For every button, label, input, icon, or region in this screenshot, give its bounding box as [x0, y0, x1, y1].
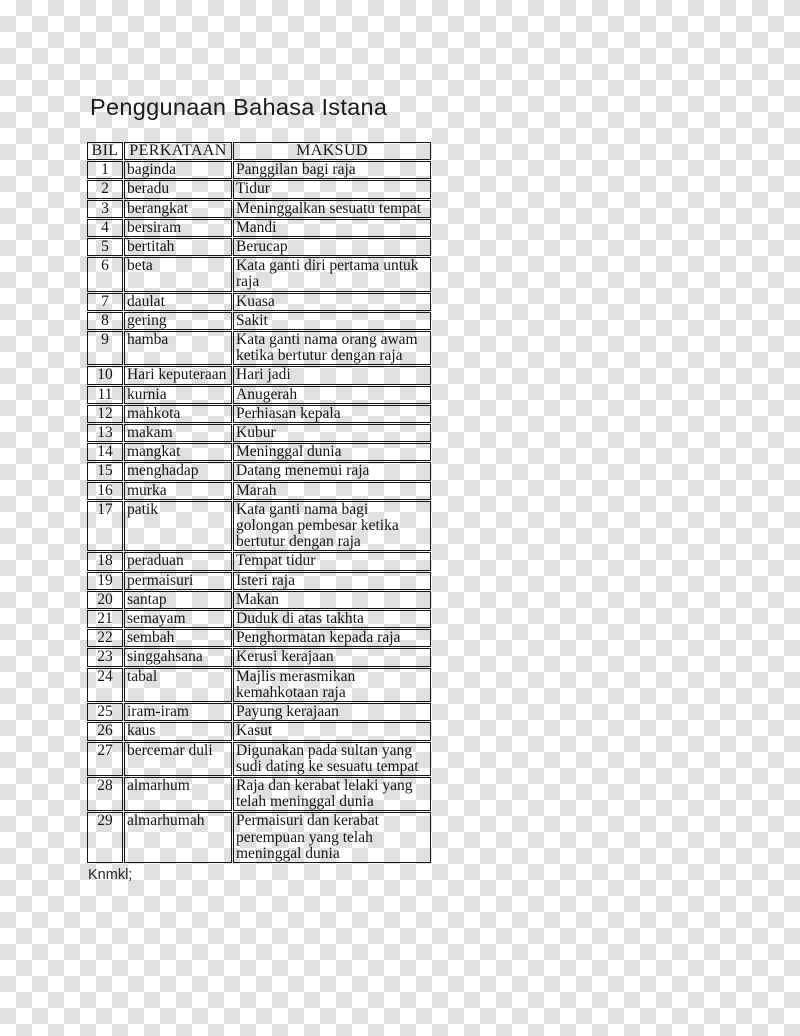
- vocab-table-header: [87, 142, 431, 160]
- cell-maksud: Permaisuri dan kerabat perempuan yang telah meninggal dunia: [233, 812, 431, 863]
- table-row: [87, 668, 431, 702]
- cell-perkataan: hamba: [124, 331, 232, 365]
- table-row: [87, 424, 431, 442]
- table-row: [87, 257, 431, 291]
- cell-perkataan: bertitah: [124, 238, 232, 256]
- cell-bil: 16: [87, 482, 123, 500]
- cell-maksud: Penghormatan kepada raja: [233, 629, 431, 647]
- table-row: [87, 742, 431, 776]
- cell-bil: 24: [87, 668, 123, 702]
- footer-note: Knmkl;: [88, 866, 133, 883]
- table-row: [87, 812, 431, 863]
- column-header-maksud: MAKSUD: [233, 142, 431, 160]
- table-row: [87, 482, 431, 500]
- cell-perkataan: santap: [124, 591, 232, 609]
- cell-bil: 19: [87, 572, 123, 590]
- cell-bil: 23: [87, 648, 123, 666]
- cell-maksud: Anugerah: [233, 386, 431, 404]
- cell-perkataan: daulat: [124, 293, 232, 311]
- header-row: [87, 142, 431, 160]
- table-row: [87, 200, 431, 218]
- cell-perkataan: patik: [124, 501, 232, 552]
- cell-bil: 8: [87, 312, 123, 330]
- cell-perkataan: singgahsana: [124, 648, 232, 666]
- table-row: [87, 648, 431, 666]
- cell-bil: 29: [87, 812, 123, 863]
- table-row: [87, 572, 431, 590]
- cell-maksud: Kata ganti nama orang awam ketika bertutur dengan raja: [233, 331, 431, 365]
- cell-perkataan: mahkota: [124, 405, 232, 423]
- cell-maksud: Kubur: [233, 424, 431, 442]
- cell-bil: 15: [87, 462, 123, 480]
- table-row: [87, 238, 431, 256]
- cell-perkataan: bercemar duli: [124, 742, 232, 776]
- cell-bil: 18: [87, 552, 123, 570]
- cell-maksud: Makan: [233, 591, 431, 609]
- table-row: [87, 591, 431, 609]
- cell-bil: 13: [87, 424, 123, 442]
- page-title: Penggunaan Bahasa Istana: [90, 94, 388, 120]
- cell-perkataan: iram-iram: [124, 703, 232, 721]
- table-row: [87, 703, 431, 721]
- cell-bil: 26: [87, 722, 123, 740]
- cell-maksud: Kuasa: [233, 293, 431, 311]
- cell-bil: 3: [87, 200, 123, 218]
- table-row: [87, 405, 431, 423]
- column-header-bil: BIL: [87, 142, 123, 160]
- table-row: [87, 777, 431, 811]
- cell-maksud: Mandi: [233, 219, 431, 237]
- document-body: [86, 141, 430, 883]
- cell-perkataan: gering: [124, 312, 232, 330]
- cell-bil: 1: [87, 161, 123, 179]
- cell-perkataan: baginda: [124, 161, 232, 179]
- cell-perkataan: kaus: [124, 722, 232, 740]
- cell-bil: 6: [87, 257, 123, 291]
- cell-perkataan: almarhum: [124, 777, 232, 811]
- column-header-perkataan: PERKATAAN: [124, 142, 232, 160]
- table-row: [87, 331, 431, 365]
- cell-perkataan: permaisuri: [124, 572, 232, 590]
- cell-perkataan: kurnia: [124, 386, 232, 404]
- cell-perkataan: tabal: [124, 668, 232, 702]
- cell-perkataan: beta: [124, 257, 232, 291]
- cell-bil: 11: [87, 386, 123, 404]
- cell-perkataan: berangkat: [124, 200, 232, 218]
- cell-bil: 5: [87, 238, 123, 256]
- cell-maksud: Digunakan pada sultan yang sudi dating ke sesuatu tempat: [233, 742, 431, 776]
- cell-bil: 10: [87, 366, 123, 384]
- cell-maksud: Meninggal dunia: [233, 443, 431, 461]
- table-row: [87, 312, 431, 330]
- cell-bil: 28: [87, 777, 123, 811]
- cell-maksud: Sakit: [233, 312, 431, 330]
- cell-maksud: Raja dan kerabat lelaki yang telah meninggal dunia: [233, 777, 431, 811]
- cell-perkataan: beradu: [124, 180, 232, 198]
- cell-perkataan: sembah: [124, 629, 232, 647]
- cell-bil: 7: [87, 293, 123, 311]
- cell-maksud: Kasut: [233, 722, 431, 740]
- cell-maksud: Kerusi kerajaan: [233, 648, 431, 666]
- cell-bil: 25: [87, 703, 123, 721]
- table-row: [87, 501, 431, 552]
- cell-bil: 12: [87, 405, 123, 423]
- table-row: [87, 610, 431, 628]
- cell-maksud: Berucap: [233, 238, 431, 256]
- table-row: [87, 629, 431, 647]
- cell-bil: 14: [87, 443, 123, 461]
- cell-bil: 21: [87, 610, 123, 628]
- table-row: [87, 293, 431, 311]
- table-row: [87, 161, 431, 179]
- cell-maksud: Kata ganti diri pertama untuk raja: [233, 257, 431, 291]
- cell-bil: 4: [87, 219, 123, 237]
- cell-perkataan: semayam: [124, 610, 232, 628]
- cell-perkataan: bersiram: [124, 219, 232, 237]
- cell-maksud: Meninggalkan sesuatu tempat: [233, 200, 431, 218]
- cell-perkataan: mangkat: [124, 443, 232, 461]
- cell-maksud: Perhiasan kepala: [233, 405, 431, 423]
- cell-perkataan: almarhumah: [124, 812, 232, 863]
- cell-perkataan: makam: [124, 424, 232, 442]
- table-row: [87, 180, 431, 198]
- cell-perkataan: peraduan: [124, 552, 232, 570]
- cell-perkataan: Hari keputeraan: [124, 366, 232, 384]
- cell-maksud: Hari jadi: [233, 366, 431, 384]
- cell-perkataan: menghadap: [124, 462, 232, 480]
- cell-bil: 9: [87, 331, 123, 365]
- cell-bil: 17: [87, 501, 123, 552]
- cell-bil: 2: [87, 180, 123, 198]
- vocab-table: [86, 141, 432, 864]
- table-row: [87, 462, 431, 480]
- cell-perkataan: murka: [124, 482, 232, 500]
- table-row: [87, 386, 431, 404]
- cell-maksud: Payung kerajaan: [233, 703, 431, 721]
- cell-maksud: Datang menemui raja: [233, 462, 431, 480]
- table-row: [87, 722, 431, 740]
- cell-maksud: Panggilan bagi raja: [233, 161, 431, 179]
- cell-bil: 22: [87, 629, 123, 647]
- cell-bil: 20: [87, 591, 123, 609]
- vocab-table-body: [87, 161, 431, 863]
- table-row: [87, 219, 431, 237]
- cell-maksud: Isteri raja: [233, 572, 431, 590]
- cell-maksud: Kata ganti nama bagi golongan pembesar ketika bertutur dengan raja: [233, 501, 431, 552]
- cell-bil: 27: [87, 742, 123, 776]
- table-row: [87, 443, 431, 461]
- cell-maksud: Tidur: [233, 180, 431, 198]
- cell-maksud: Marah: [233, 482, 431, 500]
- cell-maksud: Tempat tidur: [233, 552, 431, 570]
- table-row: [87, 366, 431, 384]
- cell-maksud: Duduk di atas takhta: [233, 610, 431, 628]
- cell-maksud: Majlis merasmikan kemahkotaan raja: [233, 668, 431, 702]
- table-row: [87, 552, 431, 570]
